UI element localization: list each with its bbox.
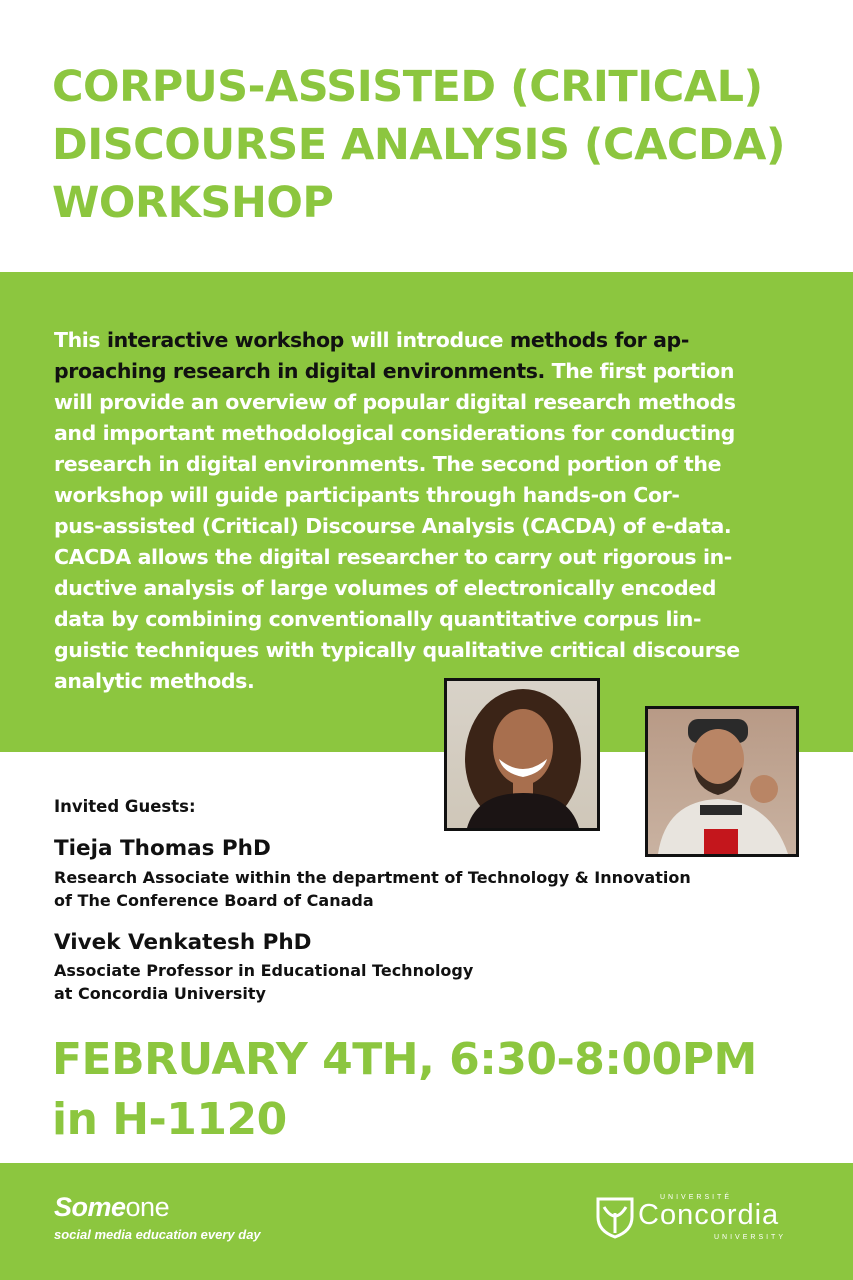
description-line: and important methodological considerations for conducting — [54, 421, 735, 445]
brand-tagline: social media education every day — [54, 1227, 261, 1242]
event-location: in H-1120 — [52, 1094, 287, 1145]
brand-bold: Some — [54, 1192, 126, 1222]
description-line — [54, 325, 814, 356]
description-line: research in digital environments. The second portion of the — [54, 452, 722, 476]
title-line: WORKSHOP — [52, 178, 334, 228]
guest-role-line: at Concordia University — [54, 984, 266, 1003]
description-line: ductive analysis of large volumes of electronically encoded — [54, 576, 717, 600]
guest-role-line: Research Associate within the department of Technology & Innovation — [54, 868, 691, 887]
guest-role-line: of The Conference Board of Canada — [54, 891, 374, 910]
workshop-title — [52, 58, 832, 232]
university-top-label: UNIVERSITÉ — [660, 1194, 733, 1201]
guest-role — [54, 866, 691, 912]
description-line: CACDA allows the digital researcher to carry out rigorous in- — [54, 545, 732, 569]
guest-name: Vivek Venkatesh PhD — [54, 930, 312, 955]
description-text: This — [54, 328, 107, 352]
someone-logo — [54, 1192, 169, 1223]
description-line — [54, 356, 814, 387]
portrait-illustration — [648, 709, 796, 854]
event-date-time: FEBRUARY 4TH, 6:30-8:00PM — [52, 1034, 757, 1085]
workshop-description — [54, 325, 814, 697]
description-line: guistic techniques with typically qualitative critical discourse — [54, 638, 740, 662]
description-line: pus-assisted (Critical) Discourse Analysis (CACDA) of e-data. — [54, 514, 732, 538]
description-highlight: methods for ap- — [509, 328, 689, 352]
concordia-crest-icon — [596, 1195, 634, 1239]
guest-photo-tieja-thomas — [444, 678, 600, 831]
title-line: CORPUS-ASSISTED (CRITICAL) — [52, 62, 763, 112]
description-line: workshop will guide participants through hands-on Cor- — [54, 483, 680, 507]
event-details — [52, 1030, 757, 1150]
guest-photo-vivek-venkatesh — [645, 706, 799, 857]
description-line: will provide an overview of popular digital research methods — [54, 390, 736, 414]
guest-role — [54, 959, 473, 1005]
description-line: data by combining conventionally quantitative corpus lin- — [54, 607, 702, 631]
university-bottom-label: UNIVERSITY — [714, 1234, 787, 1241]
title-line: DISCOURSE ANALYSIS (CACDA) — [52, 120, 786, 170]
description-line: analytic methods. — [54, 669, 255, 693]
invited-guests-heading: Invited Guests: — [54, 797, 196, 816]
guest-role-line: Associate Professor in Educational Technology — [54, 961, 474, 980]
concordia-logo — [596, 1193, 806, 1249]
description-highlight: proaching research in digital environments. — [54, 359, 545, 383]
description-text: will introduce — [343, 328, 510, 352]
university-name: Concordia — [638, 1199, 780, 1231]
description-highlight: interactive workshop — [106, 328, 344, 352]
description-text: The first portion — [544, 359, 735, 383]
guest-name: Tieja Thomas PhD — [54, 836, 271, 861]
portrait-illustration — [447, 681, 597, 828]
brand-rest: one — [125, 1192, 170, 1222]
